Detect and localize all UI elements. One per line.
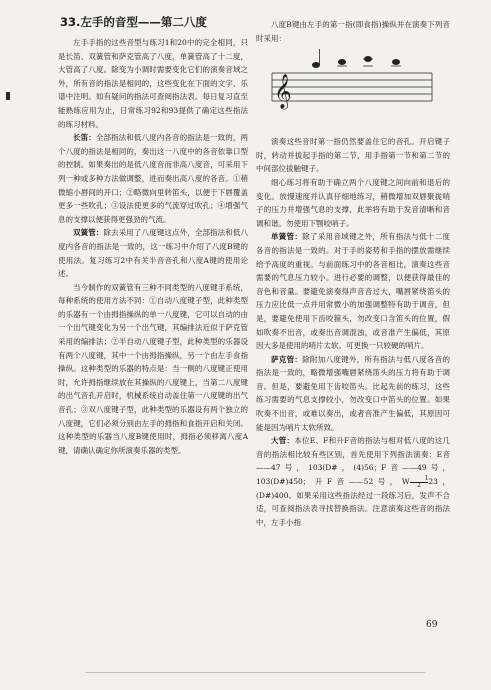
bassoon-text-continued: 23，(D#)400。如果采用这些指法经过一段练习后，发声不合适，可查阅指法表寻找替换指法。注意演奏这些音的指法中，左手小指 [256,477,450,527]
music-staff-figure [256,49,446,129]
fraction-denominator: 2 [417,481,421,489]
oboe-continuation: 演奏这些音时第一指仍然要盖住它的音孔。开启键子时，转动并拔起手指的第二节，用手指第一节和第二节的中间部位拔触键子。 [256,137,450,174]
notes [312,49,401,68]
left-column [58,15,249,457]
flute-paragraph [58,131,248,226]
flute-label: 长笛： [73,133,96,143]
fraction [410,476,429,489]
staff-lines [272,73,432,101]
oboe-label: 双簧管： [73,228,104,238]
margin-mark [6,92,10,100]
clarinet-text: 除了采用音域键之外，所有指法与低十二度各音的指法是一致的。对于手的姿势和手指的摆放需继续给予高度的重视。与前面练习中的各音相比，演奏这些音需要的气息压力较小。进行必要的调整，以便获得最佳的音色和音量。要避免演奏得声音音过大，嘴唇紧绕笛头的压力应比低一点并用常微小的加强调整特有助于调音，但是，要避免使用下齿咬箍头，勿改变口含笛头的位置，假如吹奏不出音，或奏出音调混浊，或音准产生偏低，其原因大多是使用的哨片太软。可更换一只较硬的哨片。 [256,232,451,351]
bassoon-label: 大管： [271,436,295,446]
oboe-paragraph [58,226,248,280]
intro-paragraph: 左手手指的这些音型与练习1和20中的完全相同，只是长笛、双簧管和萨克管高了八度，单簧管高了十二度，大管高了八度。除变为小调时需要变化它们的演奏音域之外，所有音的指法是相同的，这些变化在下面的文字、乐谱中注明。如有疑问的指法可查阅指法表。每日复习直至能熟练应用为止，日常练习92和93提供了确定这些指法的练习材料。 [58,38,248,129]
oboe-practice-paragraph: 细心练习将有助于确立两个八度键之间向前和退后的变化。放慢速度并认真仔细地练习，稍微增加双唇聚拢哨子的压力并增强气息的支撑，此举将有助于发音清晰和音调和谐。勿使用下颚咬哨子。 [256,177,450,228]
bassoon-text: 本位E、F和升F音的指法与相对低八度的这几音的指法相比较有些区别，首先使用下列指法演奏：E音——47号，103(D#，(4)56；F音——49号，103(D#)450；升F音——52号，W [256,436,450,487]
bassoon-paragraph [256,434,450,529]
octave-b-intro: 八度B键由左手的第一指(即食指)操纵并在演奏下列音时采用： [256,20,450,43]
flute-text: 全部指法和低八度内各音的指法是一致的，两个八度的指法是相同的，奏出这一八度中的各音依靠口型的控制。如果奏出的是低八度音而非高八度音，可采用下列一种或多种方法做调整，进而奏出高八度的各音。①稍微缩小唇间的开口；②略微向里转笛头，以便于下唇覆盖更多一些吹孔；③设法使更多的气流穿过吹孔；④增强气息的支撑以便获得更强劲的气流。 [58,133,249,224]
saxophone-label: 萨克管： [271,354,303,364]
music-staff [256,49,446,129]
octave-key-paragraph: 当今制作的双簧管有三种不同类型的八度键手系统，每种系统的使用方法不同：①自动八度键子型，此种类型的乐器有一个由拇指操纵的单一八度键，它可以自动的由一个出气键变化为另一个出气键，其编排法近似于萨克管采用的编排法；②半自动八度键子型，此种类型的乐器设有两个八度键，其中一个由拇指操纵，另一个由左手食指操纵。这种类型的乐器的特点是：当一侧的八度键正使用时，允许拇指继续放在其操纵的八度键上，当第二八度键的出气音孔开启时，机械系统自动盖住第一八度键的出气音孔；③双八度键子型，此种类型的乐器设有两个独立的八度键，它们必须分别由左手的拇指和食指开启和关闭。这种类型的乐器当八度B键使用时，拇指必须移离八度A键，请确认确定你所演奏乐器的类型。 [58,282,248,455]
treble-clef-icon: 𝄞 [274,74,292,110]
right-column [256,18,450,529]
bottom-rule [85,672,425,673]
saxophone-paragraph [256,353,450,435]
page-number: 69 [426,620,438,630]
oboe-text: 除去采用了八度键这点外，全部指法和低八度内各音的指法是一致的，这一练习中介绍了八度B键的使用法。复习练习2中有关半音音孔和八度A键的使用论述。 [58,228,249,279]
fraction-numerator: 1 [410,476,429,483]
clarinet-label: 单簧管： [271,232,303,242]
section-title: 33.左手的音型——第二八度 [60,15,207,29]
saxophone-text: 除附加八度键外，所有指法与低八度各音的指法是一致的，略微增强嘴唇紧绕笛头的压力将有助于调音。但是，要避免用下齿咬笛头。比起先前的练习，这些练习需要的气息支撑较小，勿改变口中笛头的位置。如果吹奏不出音，或难以奏出，或者音准产生偏低，其原因可能是因为哨片太软所致。 [256,354,451,432]
clarinet-paragraph [256,230,450,352]
